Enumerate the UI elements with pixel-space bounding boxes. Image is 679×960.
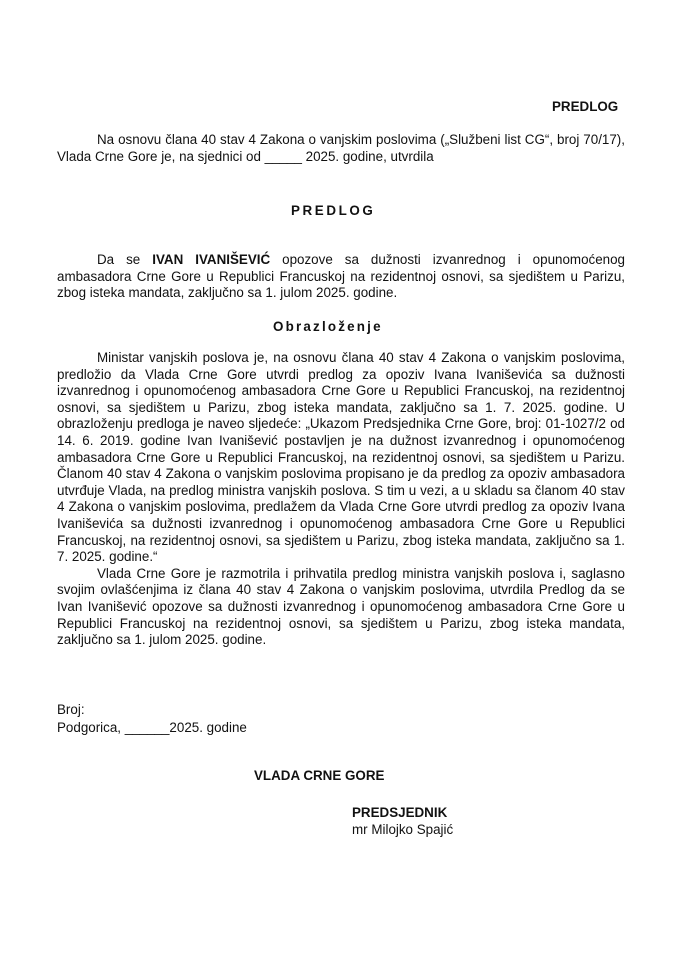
decision-paragraph: [57, 252, 625, 302]
place-date: Podgorica, ______2025. godine: [57, 720, 247, 735]
document-title: PREDLOG: [291, 203, 376, 218]
government-name: VLADA CRNE GORE: [254, 768, 385, 783]
explanation-paragraph-1: Ministar vanjskih poslova je, na osnovu člana 40 stav 4 Zakona o vanjskim poslovima, predložio da Vlada Crne Gore utvrdi predlog za opoziv Ivana Ivaniševića sa dužnosti izvanrednog i opunomoćenog ambasadora Crne Gore u Republici Francuskoj, na rezidentnoj osnovi, sa sjedištem u Parizu, zbog isteka mandata, zaključno sa 1. 7. 2025. godine. U obrazloženju predloga je naveo sljedeće: „Ukazom Predsjednika Crne Gore, broj: 01-1027/2 od 14. 6. 2019. godine Ivan Ivanišević postavljen je na dužnost izvanrednog i opunomoćenog ambasadora Crne Gore u Republici Francuskoj, na rezidentnoj osnovi, sa sjedištem u Parizu. Članom 40 stav 4 Zakona o vanjskim poslovima propisano je da predlog za opoziv ambasadora utvrđuje Vlada, na predlog ministra vanjskih poslova. S tim u vezi, a u skladu sa članom 40 stav 4 Zakona o vanjskim poslovima, predlažem da Vlada Crne Gore utvrdi predlog za opoziv Ivana Ivaniševića sa dužnosti izvanrednog i opunomoćenog ambasadora Crne Gore u Republici Francuskoj, na rezidentnoj osnovi, sa sjedištem u Parizu, zbog isteka mandata, zaključno sa 1. 7. 2025. godine.“: [57, 350, 625, 565]
explanation-body: [57, 350, 625, 649]
signatory-role: PREDSJEDNIK: [352, 805, 448, 820]
intro-paragraph: [57, 132, 625, 165]
intro-text: Na osnovu člana 40 stav 4 Zakona o vanjskim poslovima („Službeni list CG“, broj 70/17), Vlada Crne Gore je, na sjednici od _____ 2025. godine, utvrdila: [57, 132, 625, 164]
decision-rest: opozove sa dužnosti izvanrednog i opunomoćenog ambasadora Crne Gore u Republici Francuskoj na rezidentnoj osnovi, sa sjedištem u Parizu, zbog isteka mandata, zaključno sa 1. julom 2025. godine.: [57, 252, 626, 301]
signatory-name: mr Milojko Spajić: [352, 822, 454, 837]
explanation-heading: Obrazloženje: [273, 319, 383, 334]
explanation-paragraph-2: Vlada Crne Gore je razmotrila i prihvatila predlog ministra vanjskih poslova i, saglasno svojim ovlašćenjima iz člana 40 stav 4 Zakona o vanjskim poslovima, utvrdila Predlog da se Ivan Ivanišević opozove sa dužnosti izvanrednog i opunomoćenog ambasadora Crne Gore u Republici Francuskoj na rezidentnoj osnovi, sa sjedištem u Parizu, zbog isteka mandata, zaključno sa 1. julom 2025. godine.: [57, 565, 625, 648]
broj-label: Broj:: [57, 702, 85, 717]
header-label: PREDLOG: [552, 99, 619, 114]
decision-prefix: Da se: [97, 252, 153, 267]
decision-name: IVAN IVANIŠEVIĆ: [152, 252, 271, 267]
